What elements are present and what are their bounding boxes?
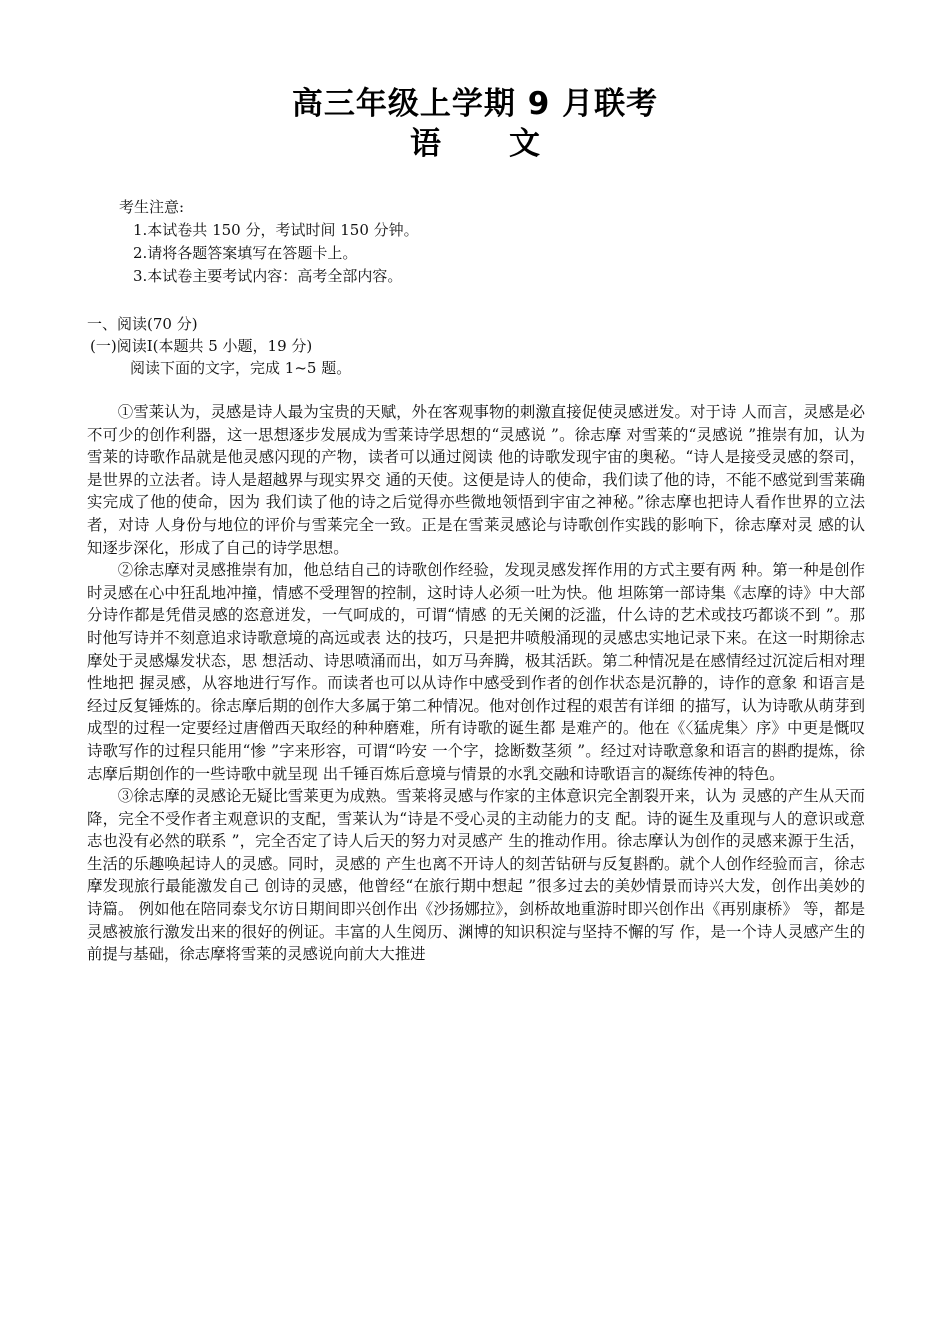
subject-char-2: 文 xyxy=(509,126,540,162)
passage-paragraph-3: ③徐志摩的灵感论无疑比雪莱更为成熟。雪莱将灵感与作家的主体意识完全割裂开来，认为 灵感的产生从天而降，完全不受作者主观意识的支配，雪莱认为“诗是不受心灵的主动能力的支 配。诗的诞生及重现与人的意识或意志也没有必然的联系 ”，完全否定了诗人后天的努力对灵感产 生的推动作用。徐志摩认为创作的灵感来源于生活，生活的乐趣唤起诗人的灵感。同时，灵感的 产生也离不开诗人的刻苦钻研与反复斟酌。就个人创作经验而言，徐志摩发现旅行最能激发自己 创诗的灵感，他曾经“在旅行期中想起 ”很多过去的美妙情景而诗兴大发，创作出美妙的诗篇。 例如他在陪同泰戈尔访日期间即兴创作出《沙扬娜拉》，剑桥故地重游时即兴创作出《再别康桥》 等，都是灵感被旅行激发出来的很好的例证。丰富的人生阅历、渊博的知识积淀与坚持不懈的写 作，是一个诗人灵感产生的前提与基础，徐志摩将雪莱的灵感说向前大大推进 xyxy=(87,787,865,964)
notice-heading: 考生注意: xyxy=(119,198,185,216)
exam-subject xyxy=(0,118,950,163)
subject-char-1: 语 xyxy=(410,126,441,162)
subsection-heading: (一)阅读Ⅰ(本题共 5 小题，19 分) xyxy=(90,337,313,355)
passage-paragraph-1: ①雪莱认为，灵感是诗人最为宝贵的天赋，外在客观事物的刺激直接促使灵感迸发。对于诗 人而言，灵感是必不可少的创作利器，这一思想逐步发展成为雪莱诗学思想的“灵感说 ”。徐志摩 对雪莱的“灵感说 ”推崇有加，认为雪莱的诗歌作品就是他灵感闪现的产物，读者可以通过阅读 他的诗歌发现宇宙的奥秘。“诗人是接受灵感的祭司，是世界的立法者。诗人是超越界与现实界交 通的天使。这便是诗人的使命，我们读了他的诗，不能不感觉到雪莱确实完成了他的使命，因为 我们读了他的诗之后觉得亦些微地领悟到宇宙之神秘。”徐志摩也把诗人看作世界的立法者，对诗 人身份与地位的评价与雪莱完全一致。正是在雪莱灵感论与诗歌创作实践的影响下，徐志摩对灵 感的认知逐步深化，形成了自己的诗学思想。 xyxy=(87,403,865,557)
reading-instruction: 阅读下面的文字，完成 1~5 题。 xyxy=(130,359,352,377)
candidate-notice xyxy=(119,196,419,288)
notice-item-2: 2.请将各题答案填写在答题卡上。 xyxy=(133,244,358,262)
notice-item-1: 1.本试卷共 150 分，考试时间 150 分钟。 xyxy=(133,221,419,239)
notice-item-3: 3.本试卷主要考试内容：高考全部内容。 xyxy=(133,267,403,285)
passage-paragraph-2: ②徐志摩对灵感推崇有加，他总结自己的诗歌创作经验，发现灵感发挥作用的方式主要有两 种。第一种是创作时灵感在心中狂乱地冲撞，情感不受理智的控制，这时诗人必须一吐为快。他 坦陈第一部诗集《志摩的诗》中大部分诗作都是凭借灵感的恣意迸发，一气呵成的，可谓“情感 的无关阑的泛滥，什么诗的艺术或技巧都谈不到 ”。那时他写诗并不刻意追求诗歌意境的高远或表 达的技巧，只是把井喷般涌现的灵感忠实地记录下来。在这一时期徐志摩处于灵感爆发状态，思 想活动、诗思喷涌而出，如万马奔腾，极其活跃。第二种情况是在感情经过沉淀后相对理性地把 握灵感，从容地进行写作。而读者也可以从诗作中感受到作者的创作状态是沉静的，诗作的意象 和语言是经过反复锤炼的。徐志摩后期的创作大多属于第二种情况。他对创作过程的艰苦有详细 的描写，认为诗歌从萌芽到成型的过程一定要经过唐僧西天取经的种种磨难，所有诗歌的诞生都 是难产的。他在《〈猛虎集〉序》中更是慨叹诗歌写作的过程只能用“惨 ”字来形容，可谓“吟安 一个字，捻断数茎须 ”。经过对诗歌意象和语言的斟酌提炼，徐志摩后期创作的一些诗歌中就呈现 出千锤百炼后意境与情景的水乳交融和诗歌语言的凝练传神的特色。 xyxy=(87,561,865,783)
exam-title: 高三年级上学期 9 月联考 xyxy=(291,86,659,122)
reading-passage xyxy=(87,401,865,966)
section-heading: 一、阅读(70 分) xyxy=(87,315,198,333)
